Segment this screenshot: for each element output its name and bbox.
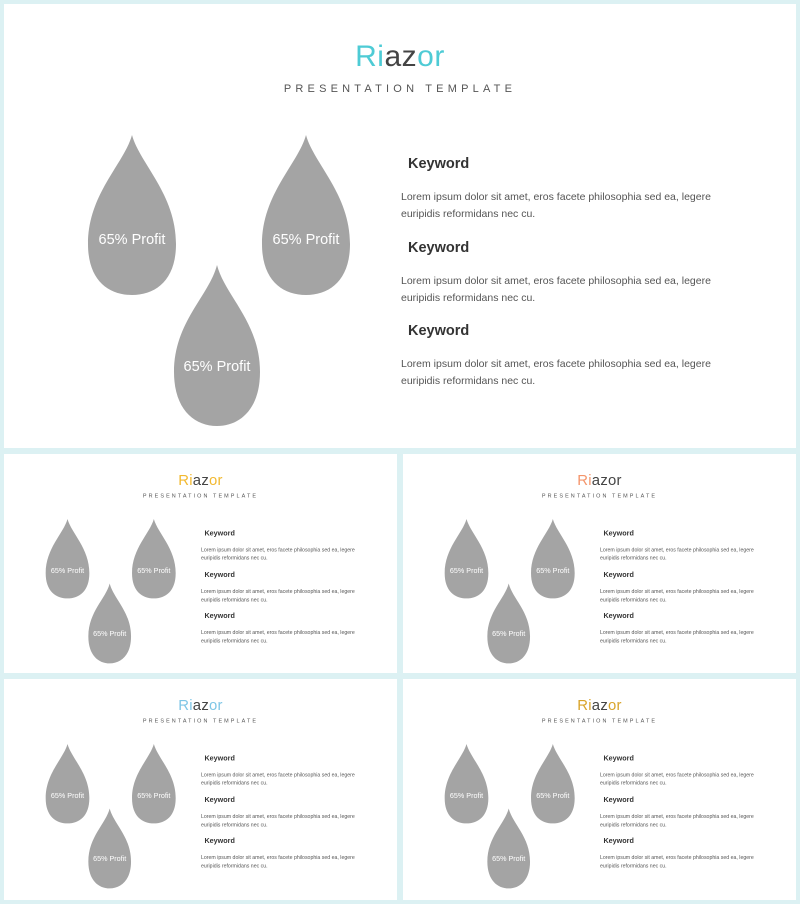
droplet-right	[262, 135, 350, 295]
title-part-az: az	[591, 696, 609, 714]
keyword-text-2-line-1: Lorem ipsum dolor sit amet, eros facete philosophia sed ea, legere	[401, 275, 711, 287]
title-part-or: or	[417, 40, 445, 73]
slide-content	[4, 4, 796, 448]
keyword-text-2-line-2: euripidis reformidans nec cu.	[200, 596, 268, 603]
droplet-bottom	[487, 584, 530, 664]
droplet-bottom-label: 65% Profit	[183, 359, 251, 375]
title-part-ri: Ri	[577, 696, 592, 714]
title-part-az: az	[591, 471, 609, 489]
keyword-text-3-line-2: euripidis reformidans nec cu.	[200, 863, 268, 870]
slide-content	[4, 454, 397, 673]
slide-content	[403, 454, 796, 673]
droplet-left-label: 65% Profit	[50, 566, 85, 576]
droplet-left-label: 65% Profit	[98, 232, 166, 248]
keyword-text-3-line-2: euripidis reformidans nec cu.	[200, 638, 268, 645]
keyword-heading-1: Keyword	[204, 754, 235, 763]
droplet-right	[132, 744, 176, 823]
keyword-text-1-line-1: Lorem ipsum dolor sit amet, eros facete philosophia sed ea, legere	[599, 546, 754, 553]
keyword-text-3-line-2: euripidis reformidans nec cu.	[401, 375, 536, 387]
keyword-text-2-line-1: Lorem ipsum dolor sit amet, eros facete philosophia sed ea, legere	[200, 813, 355, 820]
keyword-heading-1: Keyword	[603, 754, 634, 763]
keyword-heading-2: Keyword	[408, 240, 470, 256]
keyword-text-1	[600, 546, 764, 563]
slide-subtitle: PRESENTATION TEMPLATE	[283, 83, 517, 95]
droplet-left-label: 65% Profit	[50, 791, 85, 801]
slide-subtitle: PRESENTATION TEMPLATE	[541, 493, 658, 500]
keyword-text-2	[201, 587, 365, 604]
keyword-text-1-line-2: euripidis reformidans nec cu.	[401, 208, 536, 220]
title-part-or: or	[209, 696, 223, 714]
keyword-text-3	[600, 629, 764, 646]
slide-subtitle: PRESENTATION TEMPLATE	[142, 493, 259, 500]
keyword-heading-2: Keyword	[603, 796, 634, 805]
droplet-right	[132, 519, 176, 598]
droplet-bottom	[88, 809, 131, 889]
keyword-text-1	[201, 546, 365, 563]
keyword-text-2-line-1: Lorem ipsum dolor sit amet, eros facete philosophia sed ea, legere	[599, 813, 754, 820]
keyword-heading-3: Keyword	[408, 323, 470, 339]
title-part-ri: Ri	[577, 471, 592, 489]
keyword-text-2-line-2: euripidis reformidans nec cu.	[401, 292, 536, 304]
keyword-text-1-line-2: euripidis reformidans nec cu.	[200, 555, 268, 562]
droplet-bottom-label: 65% Profit	[492, 854, 526, 864]
keyword-heading-1: Keyword	[408, 156, 470, 172]
droplet-left	[88, 135, 176, 295]
title-part-or: or	[209, 471, 223, 489]
keyword-text-1-line-2: euripidis reformidans nec cu.	[599, 555, 667, 562]
keyword-heading-1: Keyword	[603, 529, 634, 538]
title-part-ri: Ri	[178, 471, 193, 489]
keyword-text-1-line-1: Lorem ipsum dolor sit amet, eros facete philosophia sed ea, legere	[200, 546, 355, 553]
keyword-text-1-line-1: Lorem ipsum dolor sit amet, eros facete philosophia sed ea, legere	[599, 771, 754, 778]
title-part-or: or	[608, 471, 622, 489]
title-part-or: or	[608, 696, 622, 714]
slide-content	[4, 679, 397, 899]
keyword-text-3-line-1: Lorem ipsum dolor sit amet, eros facete philosophia sed ea, legere	[599, 629, 754, 636]
keyword-text-1	[401, 189, 731, 223]
title-part-az: az	[384, 40, 418, 73]
slide-thumb-blue[interactable]	[4, 679, 397, 900]
keyword-text-3-line-1: Lorem ipsum dolor sit amet, eros facete philosophia sed ea, legere	[200, 629, 355, 636]
droplet-left-label: 65% Profit	[449, 791, 484, 801]
keyword-text-2	[401, 273, 731, 307]
keyword-text-2-line-1: Lorem ipsum dolor sit amet, eros facete philosophia sed ea, legere	[200, 588, 355, 595]
keyword-text-1	[600, 771, 764, 788]
droplet-right	[531, 519, 575, 598]
keyword-text-1	[201, 771, 365, 788]
keyword-text-3	[201, 854, 365, 871]
droplet-right-label: 65% Profit	[137, 791, 171, 801]
keyword-text-1-line-2: euripidis reformidans nec cu.	[599, 780, 667, 787]
keyword-text-3	[201, 629, 365, 646]
droplet-right	[531, 744, 575, 823]
keyword-text-2	[201, 812, 365, 829]
keyword-heading-2: Keyword	[603, 571, 634, 580]
keyword-text-1-line-2: euripidis reformidans nec cu.	[200, 780, 268, 787]
droplet-left	[445, 519, 489, 598]
slide-thumb-gold[interactable]	[403, 679, 796, 900]
keyword-text-3-line-2: euripidis reformidans nec cu.	[599, 638, 667, 645]
keyword-text-3-line-2: euripidis reformidans nec cu.	[599, 863, 667, 870]
keyword-text-3-line-1: Lorem ipsum dolor sit amet, eros facete philosophia sed ea, legere	[401, 358, 711, 370]
droplet-left	[46, 744, 90, 823]
droplet-left-label: 65% Profit	[449, 566, 484, 576]
droplet-right-label: 65% Profit	[536, 566, 570, 576]
droplet-bottom-label: 65% Profit	[93, 854, 127, 864]
slide-subtitle: PRESENTATION TEMPLATE	[142, 718, 259, 725]
keyword-heading-3: Keyword	[603, 837, 634, 846]
droplet-bottom	[487, 809, 530, 889]
title-part-ri: Ri	[178, 696, 193, 714]
title-part-az: az	[192, 471, 210, 489]
slide-main[interactable]	[4, 4, 796, 448]
droplet-right-label: 65% Profit	[137, 566, 171, 576]
droplet-bottom	[174, 265, 260, 426]
keyword-text-2-line-1: Lorem ipsum dolor sit amet, eros facete philosophia sed ea, legere	[599, 588, 754, 595]
title-part-ri: Ri	[355, 40, 385, 73]
title-part-az: az	[192, 696, 210, 714]
keyword-text-2-line-2: euripidis reformidans nec cu.	[200, 821, 268, 828]
keyword-text-3	[401, 356, 731, 390]
droplet-bottom-label: 65% Profit	[93, 629, 127, 639]
slide-thumb-yellow[interactable]	[4, 454, 397, 673]
keyword-text-3-line-1: Lorem ipsum dolor sit amet, eros facete philosophia sed ea, legere	[200, 854, 355, 861]
keyword-heading-3: Keyword	[204, 612, 235, 621]
droplet-bottom-label: 65% Profit	[492, 629, 526, 639]
keyword-text-3-line-1: Lorem ipsum dolor sit amet, eros facete philosophia sed ea, legere	[599, 854, 754, 861]
droplet-left	[445, 744, 489, 823]
keyword-heading-2: Keyword	[204, 571, 235, 580]
keyword-text-2-line-2: euripidis reformidans nec cu.	[599, 596, 667, 603]
slide-thumb-orange[interactable]	[403, 454, 796, 673]
keyword-text-1-line-1: Lorem ipsum dolor sit amet, eros facete philosophia sed ea, legere	[401, 191, 711, 203]
slide-content	[403, 679, 796, 899]
keyword-heading-1: Keyword	[204, 529, 235, 538]
droplet-right-label: 65% Profit	[272, 232, 340, 248]
slide-subtitle: PRESENTATION TEMPLATE	[541, 718, 658, 725]
droplet-bottom	[88, 584, 131, 664]
keyword-text-3	[600, 854, 764, 871]
keyword-heading-3: Keyword	[204, 837, 235, 846]
keyword-heading-2: Keyword	[204, 796, 235, 805]
keyword-text-2-line-2: euripidis reformidans nec cu.	[599, 821, 667, 828]
keyword-text-2	[600, 587, 764, 604]
keyword-heading-3: Keyword	[603, 612, 634, 621]
droplet-left	[46, 519, 90, 598]
droplet-right-label: 65% Profit	[536, 791, 570, 801]
keyword-text-1-line-1: Lorem ipsum dolor sit amet, eros facete philosophia sed ea, legere	[200, 771, 355, 778]
keyword-text-2	[600, 812, 764, 829]
